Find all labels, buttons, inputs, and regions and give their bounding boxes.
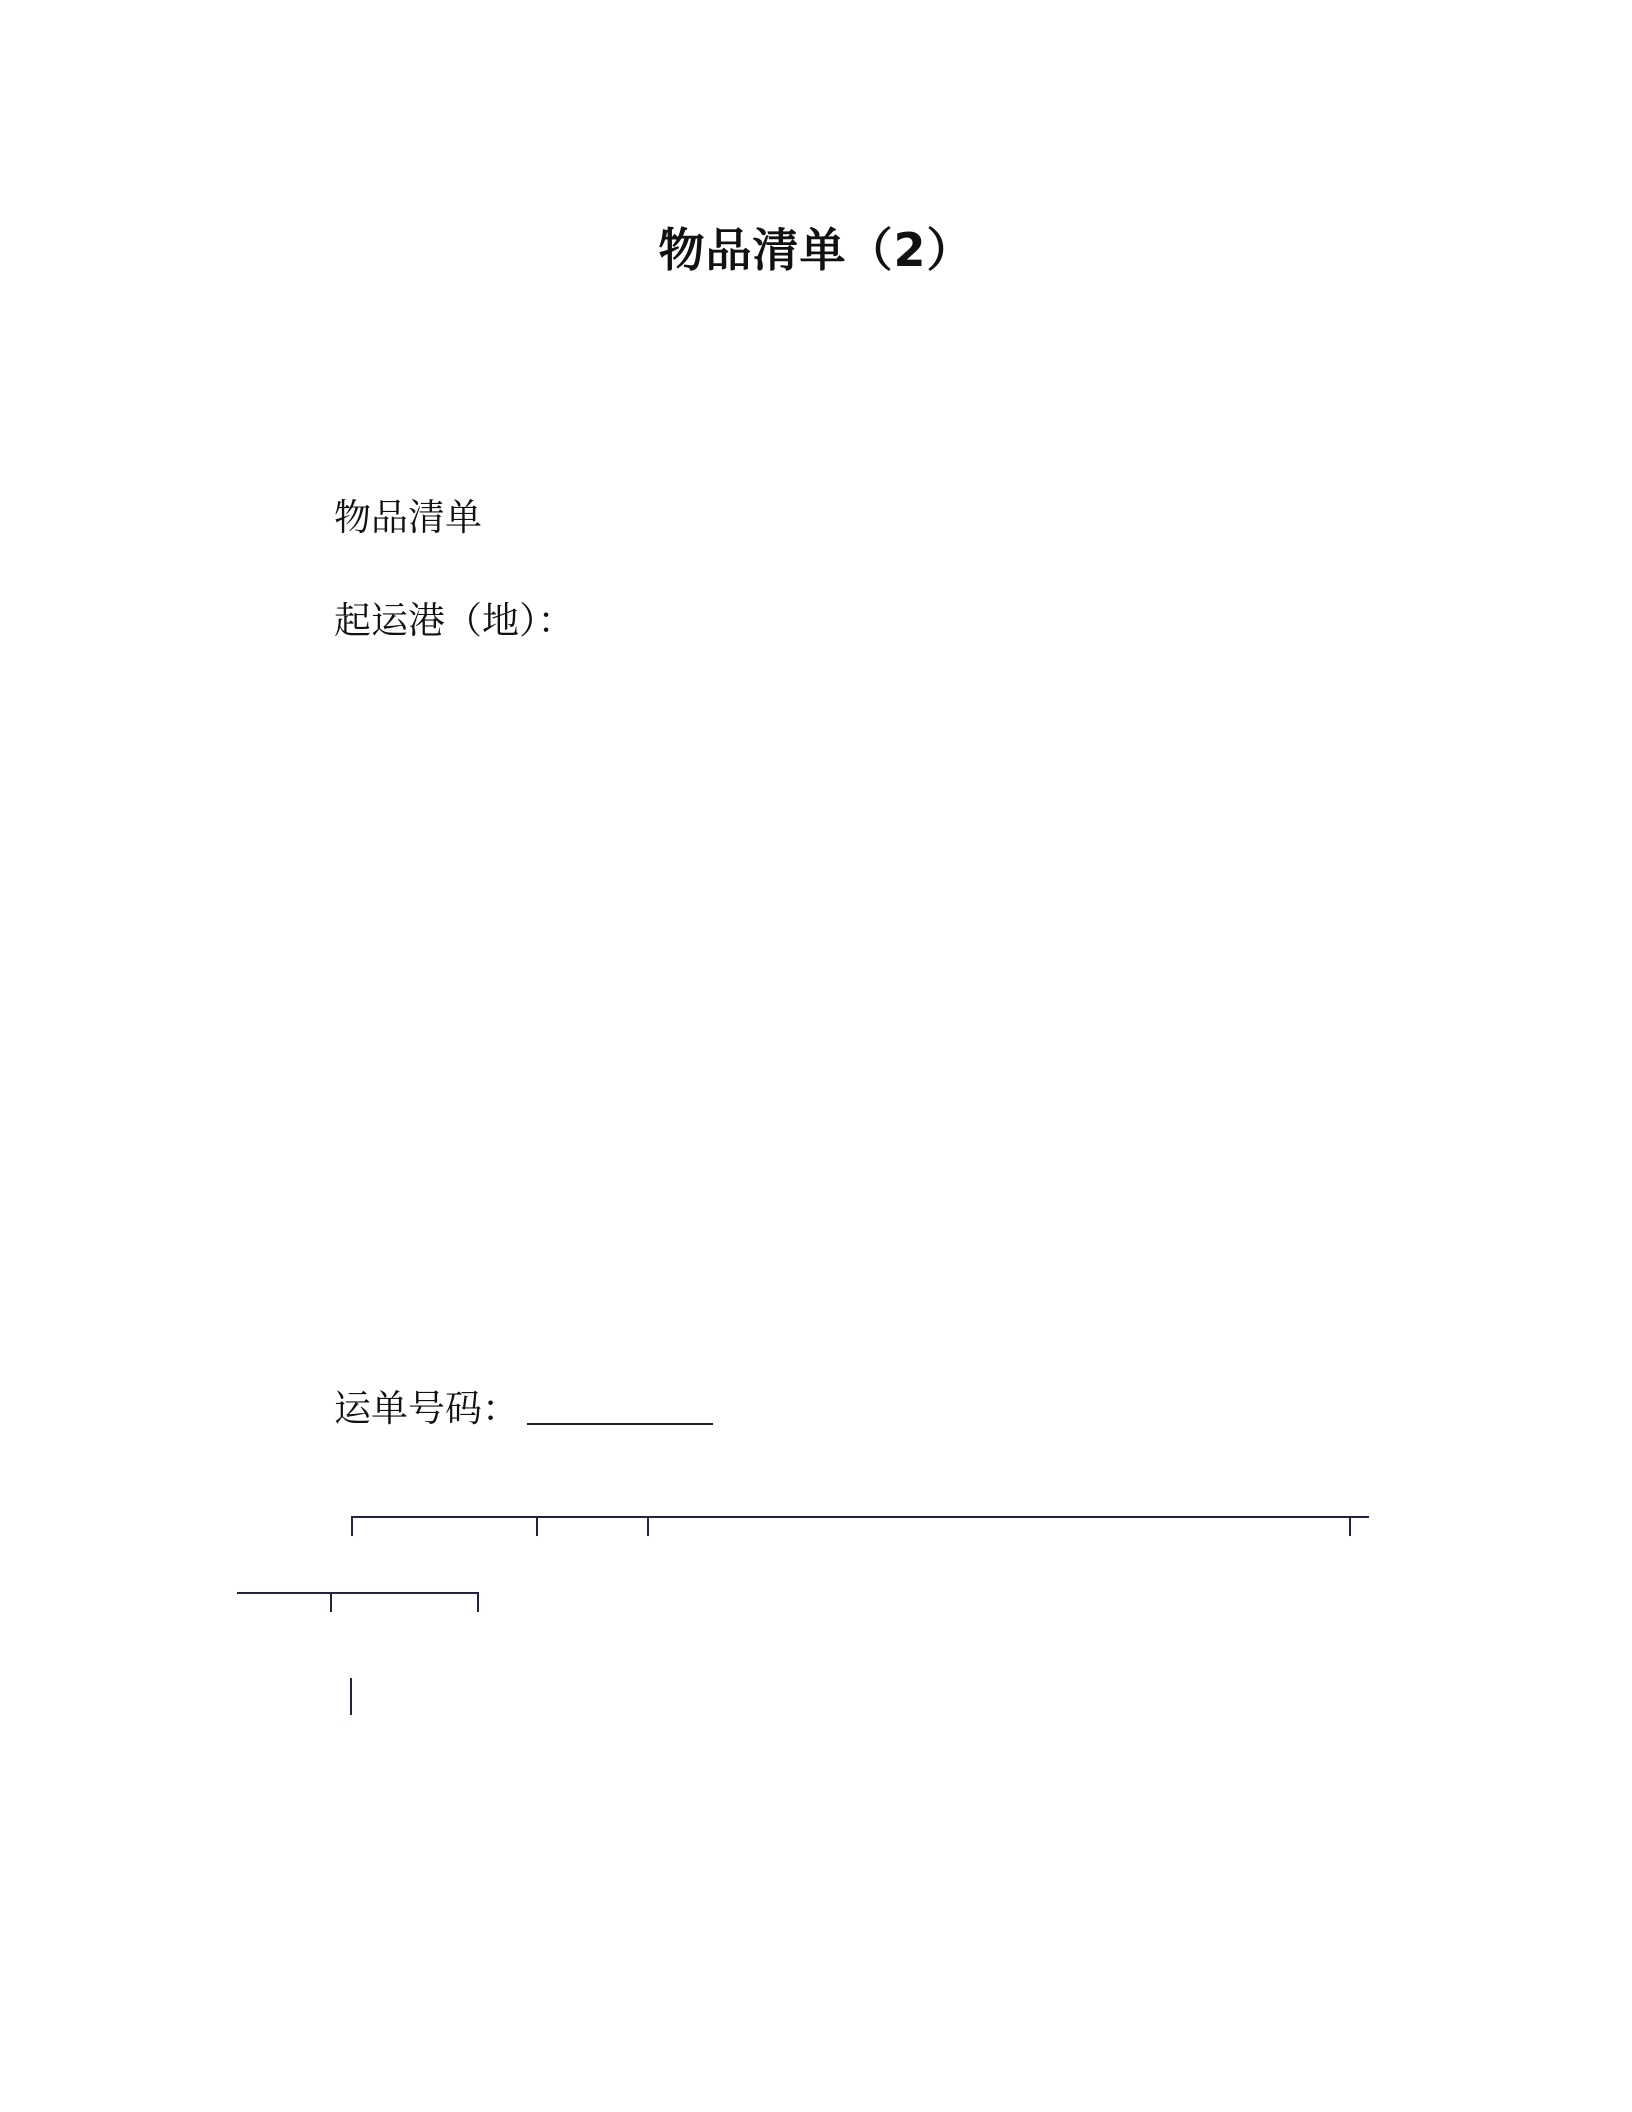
waybill-number-row (334, 1385, 713, 1433)
waybill-number-blank (527, 1389, 713, 1425)
document-title: 物品清单（2） (658, 223, 974, 277)
waybill-number-label: 运单号码： (334, 1387, 519, 1430)
section-heading: 物品清单 (334, 496, 482, 539)
origin-port-label: 起运港（地）： (334, 599, 575, 642)
